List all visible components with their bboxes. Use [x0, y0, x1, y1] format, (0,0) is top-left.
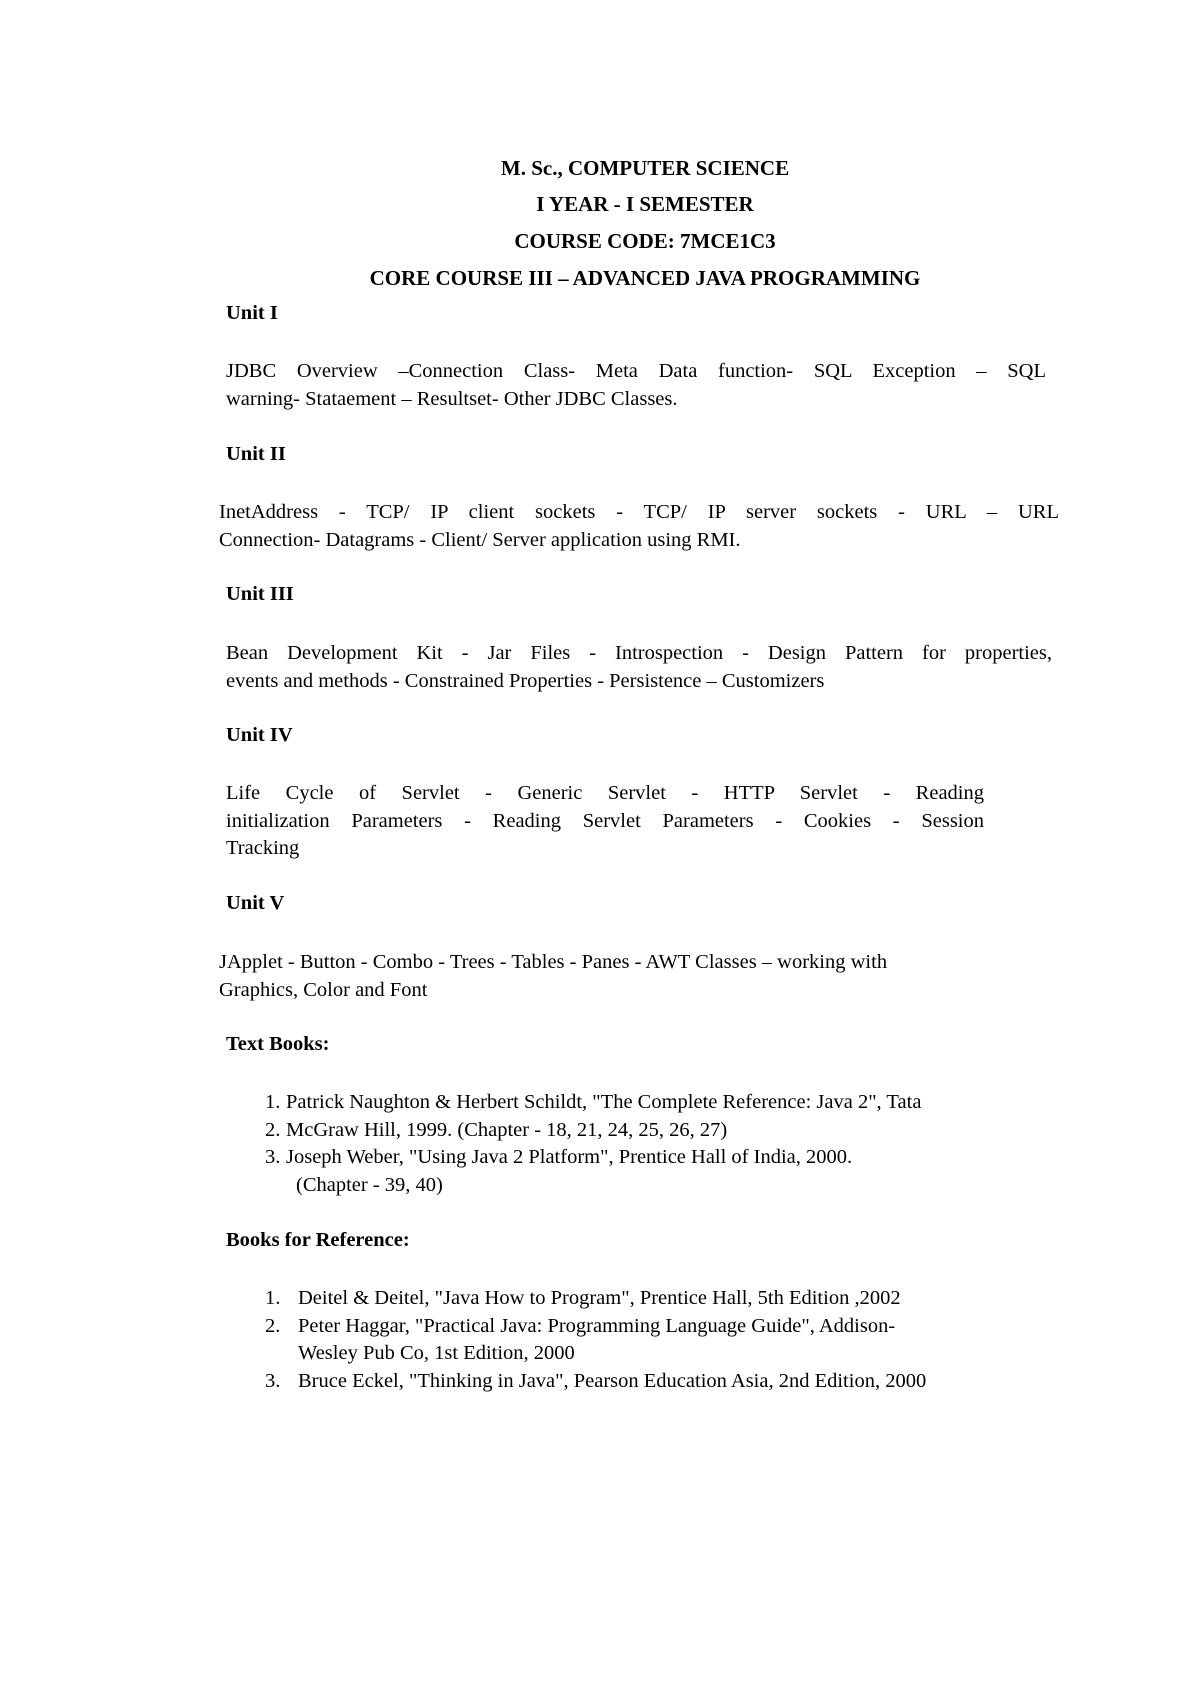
unit-4-line: initialization Parameters - Reading Servlet Parameters - Cookies - Session	[226, 809, 984, 832]
list-item	[265, 1285, 1078, 1313]
unit-2-line: InetAddress - TCP/ IP client sockets - TCP/ IP server sockets - URL – URL	[219, 501, 1059, 523]
unit-4-content	[226, 780, 984, 863]
unit-1-heading: Unit I	[226, 302, 278, 324]
list-item	[265, 1313, 1078, 1341]
list-item-continuation	[298, 1340, 1078, 1368]
year-semester: I YEAR - I SEMESTER	[536, 192, 754, 216]
unit-5-content	[219, 949, 1059, 1004]
unit-4-line: Tracking	[226, 837, 300, 859]
unit-3-heading: Unit III	[226, 583, 294, 605]
unit-5-heading: Unit V	[226, 892, 285, 914]
unit-3-line: Bean Development Kit - Jar Files - Introspection - Design Pattern for properties,	[226, 642, 1052, 664]
list-item	[265, 1117, 1066, 1145]
text-books-list	[265, 1089, 1066, 1199]
unit-3-line: events and methods - Constrained Properties - Persistence – Customizers	[226, 669, 825, 692]
list-number: 2.	[265, 1314, 281, 1337]
list-number: 2.	[265, 1118, 281, 1141]
unit-1-line: JDBC Overview –Connection Class- Meta Data function- SQL Exception – SQL	[226, 360, 1046, 382]
list-number: 1.	[265, 1091, 281, 1113]
unit-4-line: Life Cycle of Servlet - Generic Servlet - HTTP Servlet - Reading	[226, 782, 984, 804]
reference-books-list	[265, 1285, 1078, 1395]
unit-4-heading: Unit IV	[226, 724, 293, 746]
unit-5-line: JApplet - Button - Combo - Trees - Tables - Panes - AWT Classes – working with	[219, 951, 888, 973]
reference-books-heading: Books for Reference:	[226, 1229, 410, 1251]
list-item-text: Patrick Naughton & Herbert Schildt, "The Complete Reference: Java 2", Tata	[286, 1091, 922, 1113]
list-item-text: Deitel & Deitel, "Java How to Program", Prentice Hall, 5th Edition ,2002	[298, 1287, 901, 1309]
list-item-continuation	[286, 1172, 1066, 1200]
list-item	[265, 1144, 1066, 1172]
list-item-text: Wesley Pub Co, 1st Edition, 2000	[298, 1342, 575, 1364]
unit-5-line: Graphics, Color and Font	[219, 978, 428, 1001]
list-item-text: (Chapter - 39, 40)	[296, 1173, 443, 1196]
text-books-heading: Text Books:	[226, 1033, 330, 1055]
list-item-text: Bruce Eckel, "Thinking in Java", Pearson Education Asia, 2nd Edition, 2000	[298, 1369, 927, 1392]
list-item-text: Joseph Weber, "Using Java 2 Platform", Prentice Hall of India, 2000.	[286, 1146, 853, 1168]
unit-1-line: warning- Stataement – Resultset- Other JDBC Classes.	[226, 387, 678, 410]
unit-3-content	[226, 640, 1052, 695]
course-code: COURSE CODE: 7MCE1C3	[514, 229, 776, 253]
program-title: M. Sc., COMPUTER SCIENCE	[500, 156, 790, 180]
list-item	[265, 1368, 1078, 1396]
unit-2-content	[219, 499, 1059, 554]
list-number: 3.	[265, 1146, 281, 1168]
unit-1-content	[226, 358, 1046, 413]
list-number: 1.	[265, 1287, 281, 1309]
list-number: 3.	[265, 1369, 281, 1392]
list-item-text: Peter Haggar, "Practical Java: Programming Language Guide", Addison-	[298, 1314, 896, 1337]
list-item-text: McGraw Hill, 1999. (Chapter - 18, 21, 24, 25, 26, 27)	[286, 1118, 728, 1141]
course-title: CORE COURSE III – ADVANCED JAVA PROGRAMMING	[369, 266, 921, 290]
unit-2-heading: Unit II	[226, 443, 286, 465]
list-item	[265, 1089, 1066, 1117]
unit-2-line: Connection- Datagrams - Client/ Server application using RMI.	[219, 528, 741, 551]
